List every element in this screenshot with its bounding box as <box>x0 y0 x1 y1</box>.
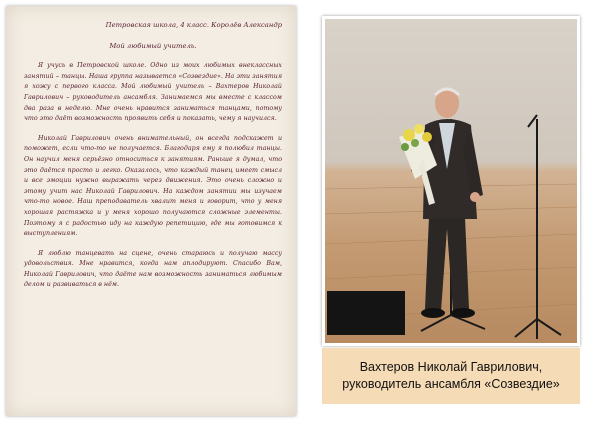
letter-title: Мой любимый учитель. <box>109 41 197 50</box>
teacher-figure <box>411 88 483 318</box>
caption-name: Вахтеров Николай Гаврилович, <box>359 360 543 374</box>
photo-caption <box>322 348 580 404</box>
caption-role: руководитель ансамбля «Созвездие» <box>342 377 560 391</box>
letter-paragraph-1: Я учусь в Петровской школе. Одно из моих любимых внеклассных занятий – танцы. Наша группа называется «Созвездие». На эти занятия я хожу с первого класса. Мой любимый учитель – Вахтеров Николай Гаврилович – руководитель ансамбля. Занимаемся мы вместе с классом два раза в неделю. Мне очень нравится заниматься танцами, потому что это даёт возможность проявить себя и показать, чему я научился. <box>24 62 282 123</box>
letter-header: Петровская школа, 4 класс. Королёв Александр <box>105 21 282 29</box>
essay-letter <box>6 6 296 416</box>
stage-photo <box>325 19 577 343</box>
flower-bouquet <box>399 124 437 205</box>
teacher-photo-illustration <box>325 19 577 343</box>
letter-paragraph-3: Я люблю танцевать на сцене, очень стараюсь и получаю массу удовольствия. Мне нравится, когда нам аплодируют. Спасибо Вам, Николай Гаврилович, что даёте нам возможность заниматься любимым делом и развиваться в нём. <box>24 249 282 289</box>
stage-speaker <box>327 291 405 335</box>
photo-frame <box>322 16 580 346</box>
letter-paragraph-2: Николай Гаврилович очень внимательный, он всегда подскажет и поможет, если что-то не получается. Благодаря ему я полюбил танцы. Он научил меня серьёзно относиться к занятиям. Раньше я думал, что это даётся просто и легко. Оказалось, что каждый танец имеет смысл и все эмоции нужно выражать через движения. Это очень сложно и этому учит нас Николай Гаврилович. На каждом занятии мы изучаем что-то новое. Наш преподаватель хвалит меня и говорит, что у меня хорошая растяжка и у меня хорошо получаются сложные элементы. Поэтому я с радостью иду на каждую репетицию, где мы готовимся к выступлениям. <box>24 134 282 238</box>
